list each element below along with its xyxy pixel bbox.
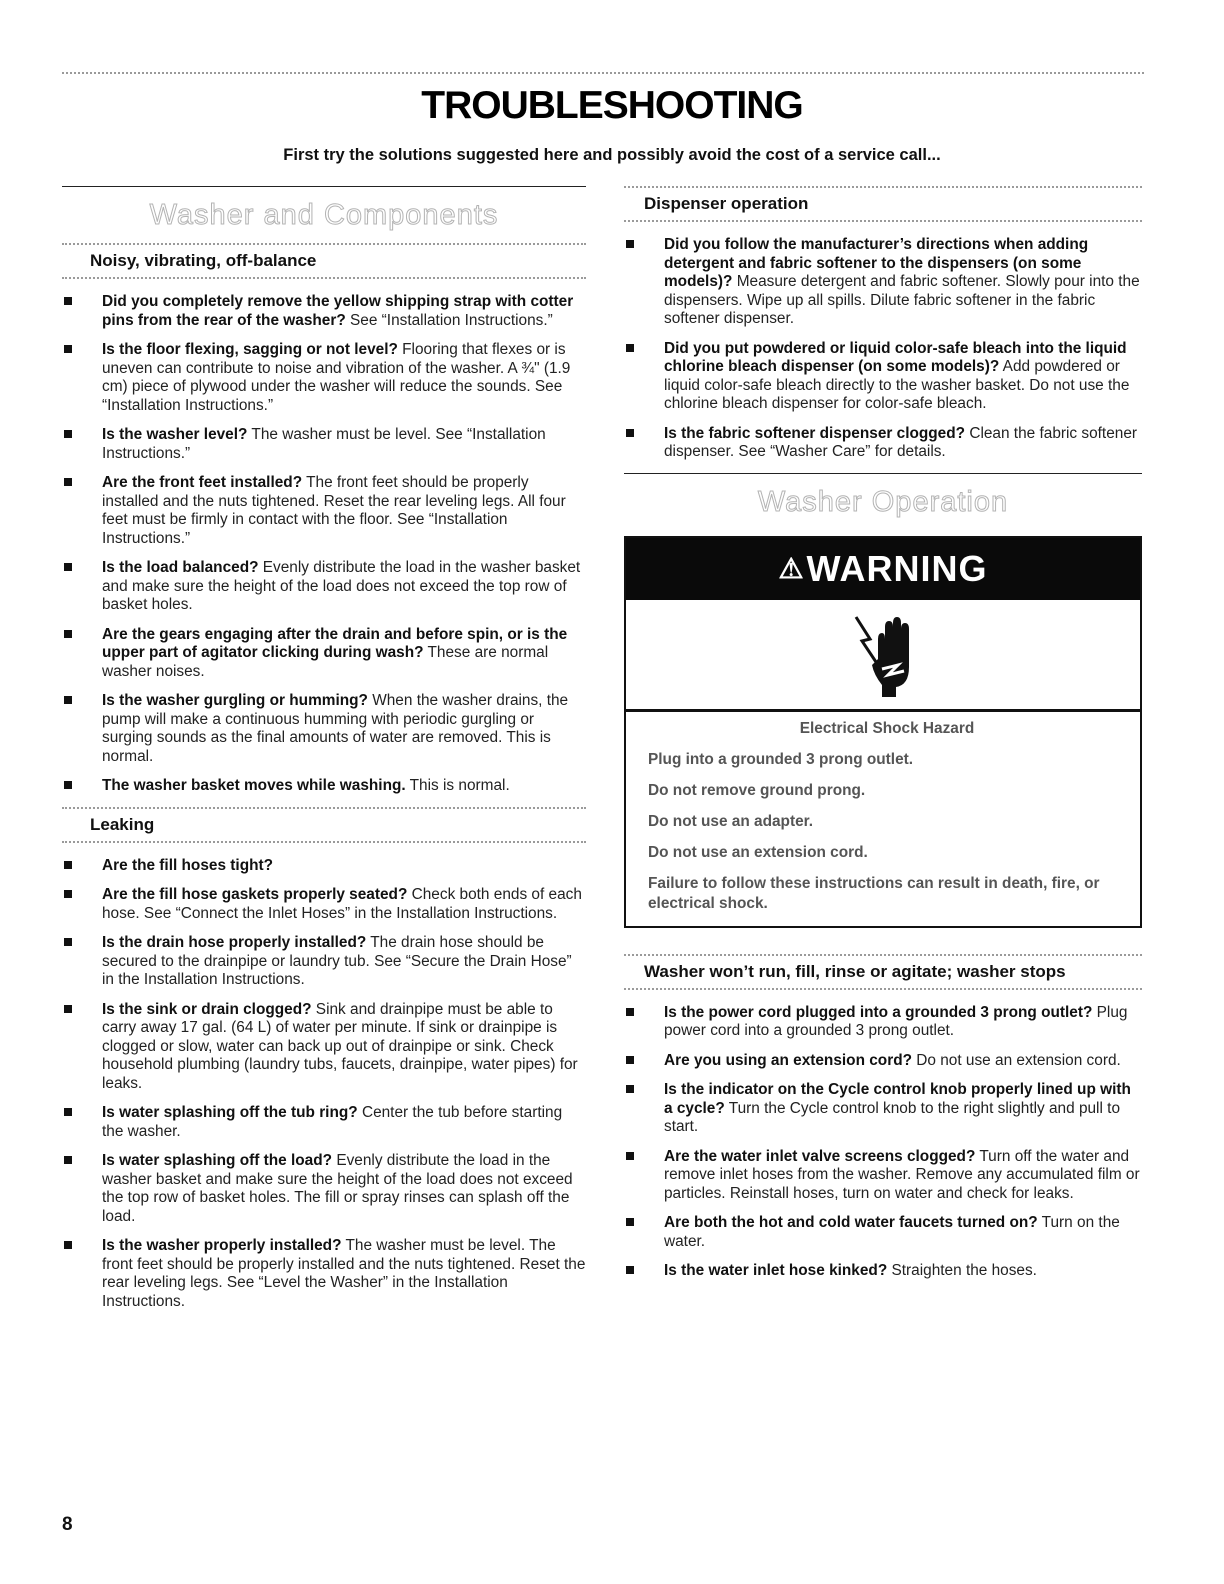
list-item — [62, 1152, 586, 1226]
subsection-noisy — [62, 243, 586, 796]
question-text: Did you put powdered or liquid color-safe bleach into the liquid chlorine bleach dispenser (on some models)? — [664, 339, 1127, 375]
warning-box — [624, 536, 1142, 928]
square-bullet-icon — [64, 1156, 72, 1164]
subsection-heading: Dispenser operation — [624, 186, 1142, 222]
square-bullet-icon — [64, 1241, 72, 1249]
question-text: Is water splashing off the load? — [102, 1152, 333, 1169]
list-item — [62, 474, 586, 548]
answer-text: This is normal. — [405, 777, 510, 794]
list-item — [62, 1001, 586, 1094]
question-text: Is the indicator on the Cycle control knob properly lined up with a cycle? — [664, 1081, 1131, 1117]
question-text: Is the load balanced? — [102, 559, 259, 576]
question-text: Is the washer properly installed? — [102, 1237, 342, 1254]
answer-text: Turn the Cycle control knob to the right slightly and pull to start. — [664, 1099, 1121, 1135]
answer-text: Evenly distribute the load in the washer basket and make sure the height of the load does not exceed the top row of basket holes. The fill or spray rinses can splash off the load. — [102, 1152, 573, 1225]
list-item — [624, 425, 1142, 462]
question-list — [62, 293, 586, 796]
answer-text: The washer must be level. The front feet should be properly installed and the nuts tightened. Reset the rear leveling legs. See “Level the Washer” in the Installation Instructions. — [102, 1237, 586, 1310]
question-text: Is the washer gurgling or humming? — [102, 692, 368, 709]
warning-line: Do not remove ground prong. — [648, 781, 866, 799]
question-text: The washer basket moves while washing. — [102, 777, 406, 794]
page-subtitle: First try the solutions suggested here and possibly avoid the cost of a service call... — [283, 146, 941, 164]
square-bullet-icon — [64, 696, 72, 704]
section-title-washer-operation: Washer Operation — [757, 485, 1009, 518]
section-title-washer-components: Washer and Components — [149, 199, 499, 231]
square-bullet-icon — [64, 430, 72, 438]
list-item — [624, 1262, 1142, 1281]
question-text: Are the gears engaging after the drain and before spin, or is the upper part of agitator clicking during wash? — [102, 625, 568, 661]
list-item — [62, 886, 586, 923]
answer-text: The washer must be level. See “Installation Instructions.” — [102, 426, 546, 462]
square-bullet-icon — [626, 344, 634, 352]
square-bullet-icon — [64, 478, 72, 486]
square-bullet-icon — [64, 1005, 72, 1013]
question-text: Are the water inlet valve screens clogged? — [664, 1147, 976, 1165]
list-item — [62, 559, 586, 615]
hazard-title: Electrical Shock Hazard — [799, 719, 975, 737]
warning-line: Plug into a grounded 3 prong outlet. — [648, 750, 914, 768]
answer-text: Measure detergent and fabric softener. Slowly pour into the dispensers. Wipe up all spills. Dilute fabric softener in the fabric softener dispenser. — [664, 273, 1140, 327]
square-bullet-icon — [64, 1108, 72, 1116]
list-item — [62, 626, 586, 682]
square-bullet-icon — [64, 938, 72, 946]
warning-header — [626, 538, 1140, 600]
question-text: Are the fill hoses tight? — [102, 856, 274, 874]
square-bullet-icon — [626, 1008, 634, 1016]
answer-text: Evenly distribute the load in the washer basket and make sure the height of the load does not exceed the top row of basket holes. — [102, 559, 581, 613]
answer-text: When the washer drains, the pump will make a continuous humming with periodic gurgling or surging sounds as the final amounts of water are removed. This is normal. — [102, 692, 569, 765]
question-text: Are the fill hose gaskets properly seated? — [102, 886, 408, 903]
square-bullet-icon — [64, 563, 72, 571]
list-item — [62, 1104, 586, 1141]
subsection-wont-run — [624, 954, 1142, 1281]
answer-text: Flooring that flexes or is uneven can contribute to noise and vibration of the washer. A ¾" (1.9 cm) piece of plywood under the washer will reduce the sounds. See “Installation Instructions.” — [102, 341, 571, 414]
page-title: TROUBLESHOOTING — [421, 84, 803, 127]
question-text: Is the floor flexing, sagging or not level? — [102, 341, 398, 358]
square-bullet-icon — [626, 1266, 634, 1274]
answer-text: Check both ends of each hose. See “Connect the Inlet Hoses” in the Installation Instructions. — [102, 886, 582, 922]
question-text: Are the front feet installed? — [102, 474, 303, 491]
question-text: Is the drain hose properly installed? — [102, 934, 367, 951]
answer-text: Center the tub before starting the washer. — [102, 1104, 563, 1140]
question-text: Is the power cord plugged into a grounded 3 prong outlet? — [664, 1003, 1093, 1021]
list-item — [624, 340, 1142, 414]
question-text: Did you completely remove the yellow shipping strap with cotter pins from the rear of the washer? — [102, 293, 574, 329]
square-bullet-icon — [64, 861, 72, 869]
answer-text: Add powdered or liquid color-safe bleach directly to the washer basket. Do not use the chlorine bleach dispenser for color-safe bleach. — [664, 358, 1130, 412]
question-list — [624, 236, 1142, 462]
page-number: 8 — [62, 1514, 73, 1535]
answer-text: Turn on the water. — [664, 1214, 1120, 1250]
question-list — [624, 1004, 1142, 1281]
square-bullet-icon — [626, 1085, 634, 1093]
answer-text: Clean the fabric softener dispenser. See “Washer Care” for details. — [664, 424, 1138, 460]
list-item — [62, 1237, 586, 1311]
right-column — [624, 186, 1142, 1292]
square-bullet-icon — [64, 630, 72, 638]
list-item — [62, 341, 586, 415]
square-bullet-icon — [626, 1056, 634, 1064]
subsection-leaking — [62, 807, 586, 1312]
square-bullet-icon — [626, 240, 634, 248]
list-item — [624, 1214, 1142, 1251]
list-item — [624, 1148, 1142, 1204]
list-item — [62, 857, 586, 876]
list-item — [62, 934, 586, 990]
warning-line: Do not use an extension cord. — [648, 843, 868, 861]
question-text: Is the fabric softener dispenser clogged? — [664, 424, 966, 442]
subsection-heading: Leaking — [62, 807, 586, 843]
list-item — [62, 692, 586, 766]
question-text: Is the water inlet hose kinked? — [664, 1262, 888, 1279]
subsection-heading: Noisy, vibrating, off-balance — [62, 243, 586, 279]
square-bullet-icon — [626, 429, 634, 437]
list-item — [624, 1081, 1142, 1137]
answer-text: The front feet should be properly installed and the nuts tightened. Reset the rear leveling legs. All four feet must be firmly in contact with the floor. See “Installation Instructions.” — [102, 474, 566, 547]
answer-text: Plug power cord into a grounded 3 prong outlet. — [664, 1003, 1128, 1039]
question-text: Did you follow the manufacturer’s directions when adding detergent and fabric softener to the dispensers (on some models)? — [664, 236, 1089, 290]
square-bullet-icon — [626, 1218, 634, 1226]
shock-hazard-graphic — [626, 600, 1140, 712]
square-bullet-icon — [64, 781, 72, 789]
top-dotted-rule — [62, 72, 1144, 74]
electric-shock-hand-icon — [848, 609, 918, 699]
answer-text: Turn off the water and remove inlet hoses from the washer. Remove any accumulated film or particles. Reinstall hoses, turn on water and check for leaks. — [664, 1147, 1140, 1202]
warning-line: Failure to follow these instructions can result in death, fire, or electrical shock. — [648, 874, 1100, 912]
question-text: Are both the hot and cold water faucets turned on? — [664, 1214, 1038, 1231]
answer-text: Straighten the hoses. — [887, 1262, 1037, 1279]
warning-line: Do not use an adapter. — [648, 812, 814, 830]
warning-label: WARNING — [806, 547, 988, 589]
answer-text: Do not use an extension cord. — [912, 1051, 1121, 1069]
answer-text: The drain hose should be secured to the drainpipe or laundry tub. See “Secure the Drain Hose” in the Installation Instructions. — [102, 934, 572, 988]
list-item — [62, 426, 586, 463]
list-item — [62, 777, 586, 796]
list-item — [624, 236, 1142, 329]
subsection-dispenser — [624, 186, 1142, 462]
square-bullet-icon — [626, 1152, 634, 1160]
answer-text: Sink and drainpipe must be able to carry away 17 gal. (64 L) of water per minute. If sink or drainpipe is clogged or slow, water can back up out of drainpipe or sink. Check household plumbing (laundry tubs, faucets, drainpipe, water pipes) for leaks. — [102, 1000, 578, 1092]
question-list — [62, 857, 586, 1312]
question-text: Are you using an extension cord? — [664, 1051, 913, 1069]
answer-text: See “Installation Instructions.” — [345, 311, 553, 329]
square-bullet-icon — [64, 345, 72, 353]
left-column — [62, 186, 586, 1322]
answer-text: These are normal washer noises. — [102, 644, 549, 680]
question-text: Is the washer level? — [102, 426, 248, 443]
list-item — [62, 293, 586, 330]
list-item — [624, 1004, 1142, 1041]
list-item — [624, 1052, 1142, 1071]
square-bullet-icon — [64, 890, 72, 898]
warning-body — [626, 712, 1140, 926]
question-text: Is the sink or drain clogged? — [102, 1000, 312, 1018]
question-text: Is water splashing off the tub ring? — [102, 1104, 358, 1121]
warning-triangle-icon: ⚠ — [778, 553, 805, 584]
subsection-heading: Washer won’t run, fill, rinse or agitate; washer stops — [624, 954, 1142, 990]
square-bullet-icon — [64, 297, 72, 305]
